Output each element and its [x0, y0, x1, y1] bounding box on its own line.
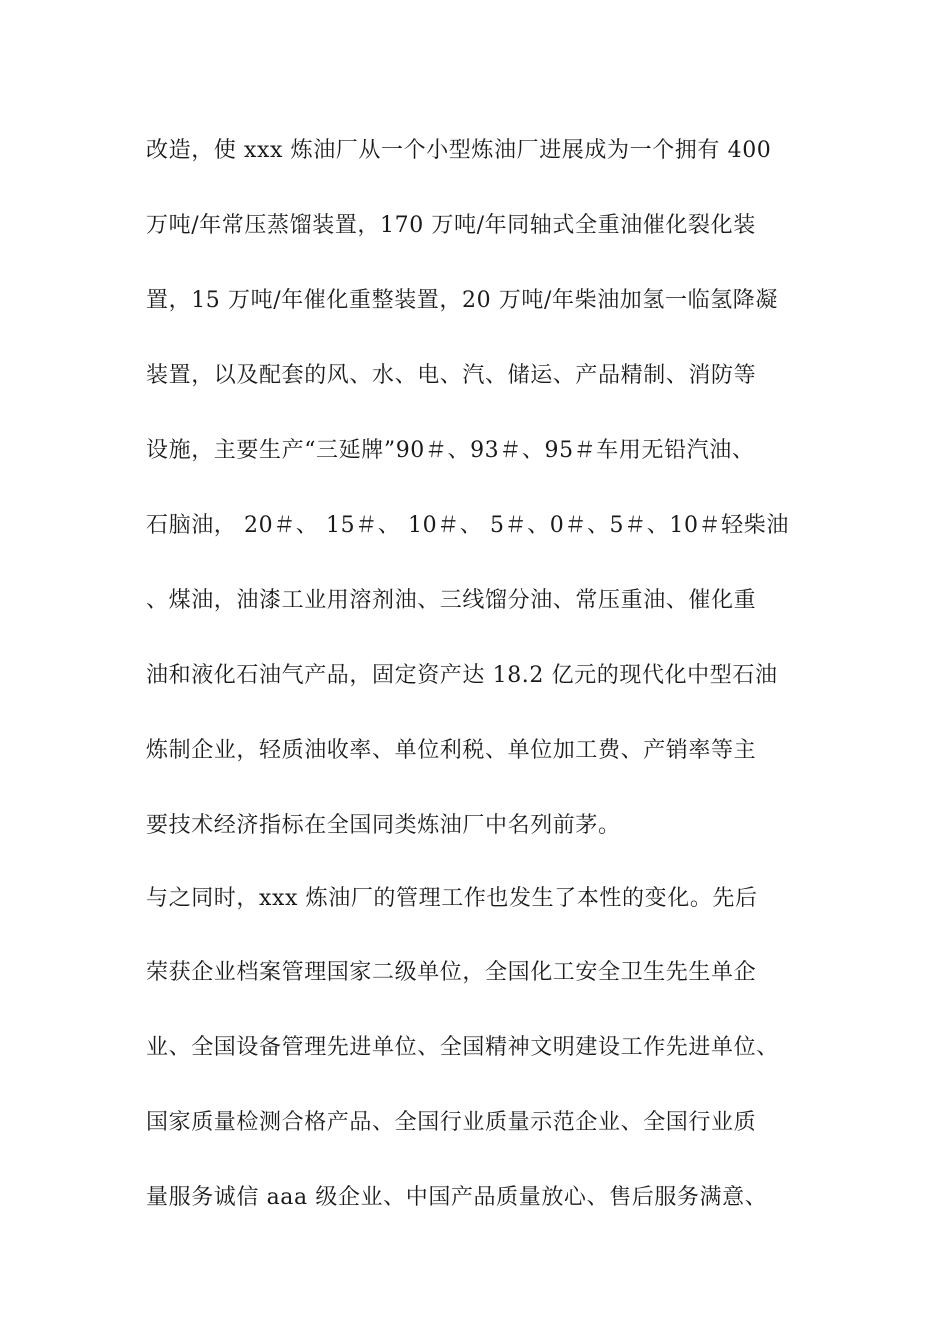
text-line-7: 、煤油，油漆工业用溶剂油、三线馏分油、常压重油、催化重 [146, 588, 757, 613]
text-line-6: 石脑油， 20＃、 15＃、 10＃、 5＃、0＃、5＃、10＃轻柴油 [146, 513, 789, 538]
text-line-15: 量服务诚信 aaa 级企业、中国产品质量放心、售后服务满意、 [146, 1185, 768, 1210]
text-line-3: 置，15 万吨/年催化重整装置，20 万吨/年柴油加氢一临氢降凝 [146, 288, 779, 313]
text-line-1: 改造，使 xxx 炼油厂从一个小型炼油厂进展成为一个拥有 400 [146, 138, 772, 163]
text-line-11: 与之同时，xxx 炼油厂的管理工作也发生了本性的变化。先后 [146, 886, 758, 911]
text-line-2: 万吨/年常压蒸馏装置，170 万吨/年同轴式全重油催化裂化装 [146, 213, 756, 238]
text-line-13: 业、全国设备管理先进单位、全国精神文明建设工作先进单位、 [146, 1035, 779, 1060]
text-line-14: 国家质量检测合格产品、全国行业质量示范企业、全国行业质 [146, 1110, 757, 1135]
text-line-12: 荣获企业档案管理国家二级单位，全国化工安全卫生先生单企 [146, 960, 757, 985]
text-line-9: 炼制企业，轻质油收率、单位利税、单位加工费、产销率等主 [146, 738, 757, 763]
text-line-5: 设施，主要生产“三延牌”90＃、93＃、95＃车用无铅汽油、 [146, 438, 755, 463]
text-line-8: 油和液化石油气产品，固定资产达 18.2 亿元的现代化中型石油 [146, 663, 778, 688]
text-line-4: 装置，以及配套的风、水、电、汽、储运、产品精制、消防等 [146, 363, 757, 388]
text-line-10: 要技术经济指标在全国同类炼油厂中名列前茅。 [146, 813, 621, 838]
